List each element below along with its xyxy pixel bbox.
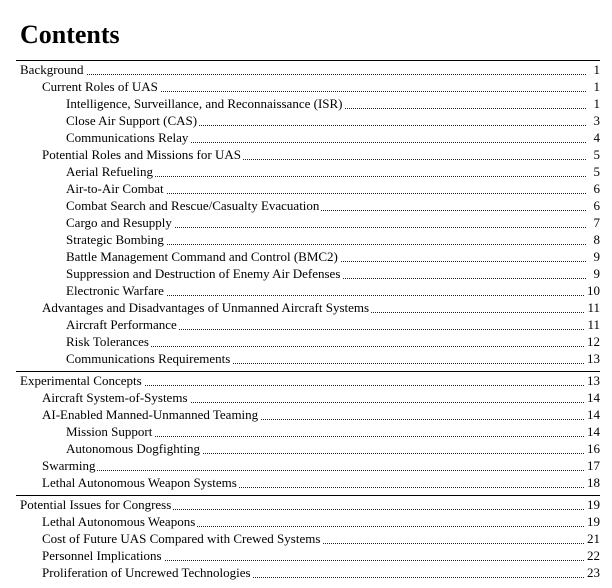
toc-entry-page: 13 bbox=[584, 350, 600, 367]
toc-entry-page: 11 bbox=[584, 316, 600, 333]
toc-entry-page: 3 bbox=[591, 112, 601, 129]
toc-entry[interactable] bbox=[16, 248, 600, 265]
toc-entry-page: 16 bbox=[584, 440, 600, 457]
toc-entry[interactable] bbox=[16, 214, 600, 231]
toc-entry-page: 22 bbox=[584, 547, 600, 564]
toc-entry-label: Mission Support bbox=[66, 424, 153, 439]
toc-entry-label: Suppression and Destruction of Enemy Air Defenses bbox=[66, 266, 341, 281]
toc-entry-page: 4 bbox=[591, 129, 601, 146]
toc-entry-page: 14 bbox=[584, 406, 600, 423]
toc-entry-label: Potential Roles and Missions for UAS bbox=[42, 147, 241, 162]
toc-entry[interactable] bbox=[16, 389, 600, 406]
toc-entry-label: Battle Management Command and Control (BMC2) bbox=[66, 249, 338, 264]
toc-entry-label: Communications Relay bbox=[66, 130, 189, 145]
toc-entry-label: Potential Issues for Congress bbox=[20, 497, 172, 512]
toc-entry-label: Autonomous Dogfighting bbox=[66, 441, 200, 456]
toc-entry-page: 1 bbox=[591, 61, 601, 78]
toc-entry-page: 5 bbox=[591, 163, 601, 180]
toc-entry-page: 9 bbox=[591, 248, 601, 265]
toc-entry-label: Risk Tolerances bbox=[66, 334, 149, 349]
toc-entry[interactable] bbox=[16, 564, 600, 581]
toc-entry-page: 13 bbox=[584, 372, 600, 389]
toc-entry-page: 19 bbox=[584, 513, 600, 530]
toc-entry[interactable] bbox=[16, 423, 600, 440]
toc-entry-page: 14 bbox=[584, 423, 600, 440]
toc-entry-page: 14 bbox=[584, 389, 600, 406]
toc-entry-page: 1 bbox=[591, 95, 601, 112]
toc-entry-page: 11 bbox=[584, 299, 600, 316]
toc-entry[interactable] bbox=[16, 457, 600, 474]
dot-leader bbox=[42, 470, 586, 471]
toc-entry[interactable] bbox=[16, 333, 600, 350]
toc-entry[interactable] bbox=[16, 112, 600, 129]
toc-entry[interactable] bbox=[16, 163, 600, 180]
toc-entry-label: Intelligence, Surveillance, and Reconnaissance (ISR) bbox=[66, 96, 343, 111]
toc-entry-page: 5 bbox=[591, 146, 601, 163]
toc-entry-page: 18 bbox=[584, 474, 600, 491]
toc-entry[interactable] bbox=[16, 146, 600, 163]
toc-entry[interactable] bbox=[16, 95, 600, 112]
toc-entry[interactable] bbox=[16, 282, 600, 299]
toc-entry-label: Current Roles of UAS bbox=[42, 79, 158, 94]
toc-entry-label: Proliferation of Uncrewed Technologies bbox=[42, 565, 251, 580]
toc-entry[interactable] bbox=[16, 440, 600, 457]
toc-entry[interactable] bbox=[16, 299, 600, 316]
toc-entry-page: 21 bbox=[584, 530, 600, 547]
toc-entry[interactable] bbox=[16, 316, 600, 333]
toc-entry[interactable] bbox=[16, 406, 600, 423]
toc-entry-page: 9 bbox=[591, 265, 601, 282]
toc-entry-label: Close Air Support (CAS) bbox=[66, 113, 198, 128]
toc-entry[interactable] bbox=[16, 371, 600, 389]
toc-entry-label: Lethal Autonomous Weapon Systems bbox=[42, 475, 237, 490]
toc-entry-page: 7 bbox=[591, 214, 601, 231]
toc-entry[interactable] bbox=[16, 265, 600, 282]
toc-entry-page: 1 bbox=[591, 78, 601, 95]
toc-entry-label: Aircraft System-of-Systems bbox=[42, 390, 188, 405]
toc-entry-page: 6 bbox=[591, 197, 601, 214]
toc-entry-label: Personnel Implications bbox=[42, 548, 162, 563]
toc-entry-label: Communications Requirements bbox=[66, 351, 231, 366]
toc-entry[interactable] bbox=[16, 231, 600, 248]
toc-entry-label: Cost of Future UAS Compared with Crewed Systems bbox=[42, 531, 321, 546]
toc-entry-page: 19 bbox=[584, 496, 600, 513]
toc-entry[interactable] bbox=[16, 129, 600, 146]
toc-entry[interactable] bbox=[16, 474, 600, 491]
toc-entry-label: Background bbox=[20, 62, 84, 77]
toc-entry[interactable] bbox=[16, 78, 600, 95]
toc-entry-page: 6 bbox=[591, 180, 601, 197]
toc-entry[interactable] bbox=[16, 350, 600, 367]
toc-entry-label: Advantages and Disadvantages of Unmanned Aircraft Systems bbox=[42, 300, 370, 315]
toc-entry-label: Swarming bbox=[42, 458, 96, 473]
toc-entry-label: Air-to-Air Combat bbox=[66, 181, 164, 196]
toc-entry-page: 17 bbox=[584, 457, 600, 474]
toc-entry-label: AI-Enabled Manned-Unmanned Teaming bbox=[42, 407, 259, 422]
toc-entry[interactable] bbox=[16, 530, 600, 547]
toc-entry[interactable] bbox=[16, 513, 600, 530]
table-of-contents bbox=[16, 60, 600, 581]
toc-entry[interactable] bbox=[16, 495, 600, 513]
toc-entry-label: Combat Search and Rescue/Casualty Evacuation bbox=[66, 198, 320, 213]
toc-entry-label: Electronic Warfare bbox=[66, 283, 164, 298]
toc-entry[interactable] bbox=[16, 547, 600, 564]
dot-leader bbox=[20, 74, 586, 75]
toc-entry-label: Aircraft Performance bbox=[66, 317, 177, 332]
toc-entry-page: 8 bbox=[591, 231, 601, 248]
toc-entry[interactable] bbox=[16, 61, 600, 78]
toc-entry-label: Experimental Concepts bbox=[20, 373, 142, 388]
toc-entry[interactable] bbox=[16, 197, 600, 214]
toc-entry[interactable] bbox=[16, 180, 600, 197]
toc-entry-label: Aerial Refueling bbox=[66, 164, 153, 179]
toc-entry-label: Lethal Autonomous Weapons bbox=[42, 514, 196, 529]
page-title: Contents bbox=[20, 20, 120, 49]
toc-entry-label: Cargo and Resupply bbox=[66, 215, 172, 230]
toc-entry-page: 23 bbox=[584, 564, 600, 581]
toc-entry-label: Strategic Bombing bbox=[66, 232, 164, 247]
toc-entry-page: 12 bbox=[584, 333, 600, 350]
toc-entry-page: 10 bbox=[584, 282, 600, 299]
